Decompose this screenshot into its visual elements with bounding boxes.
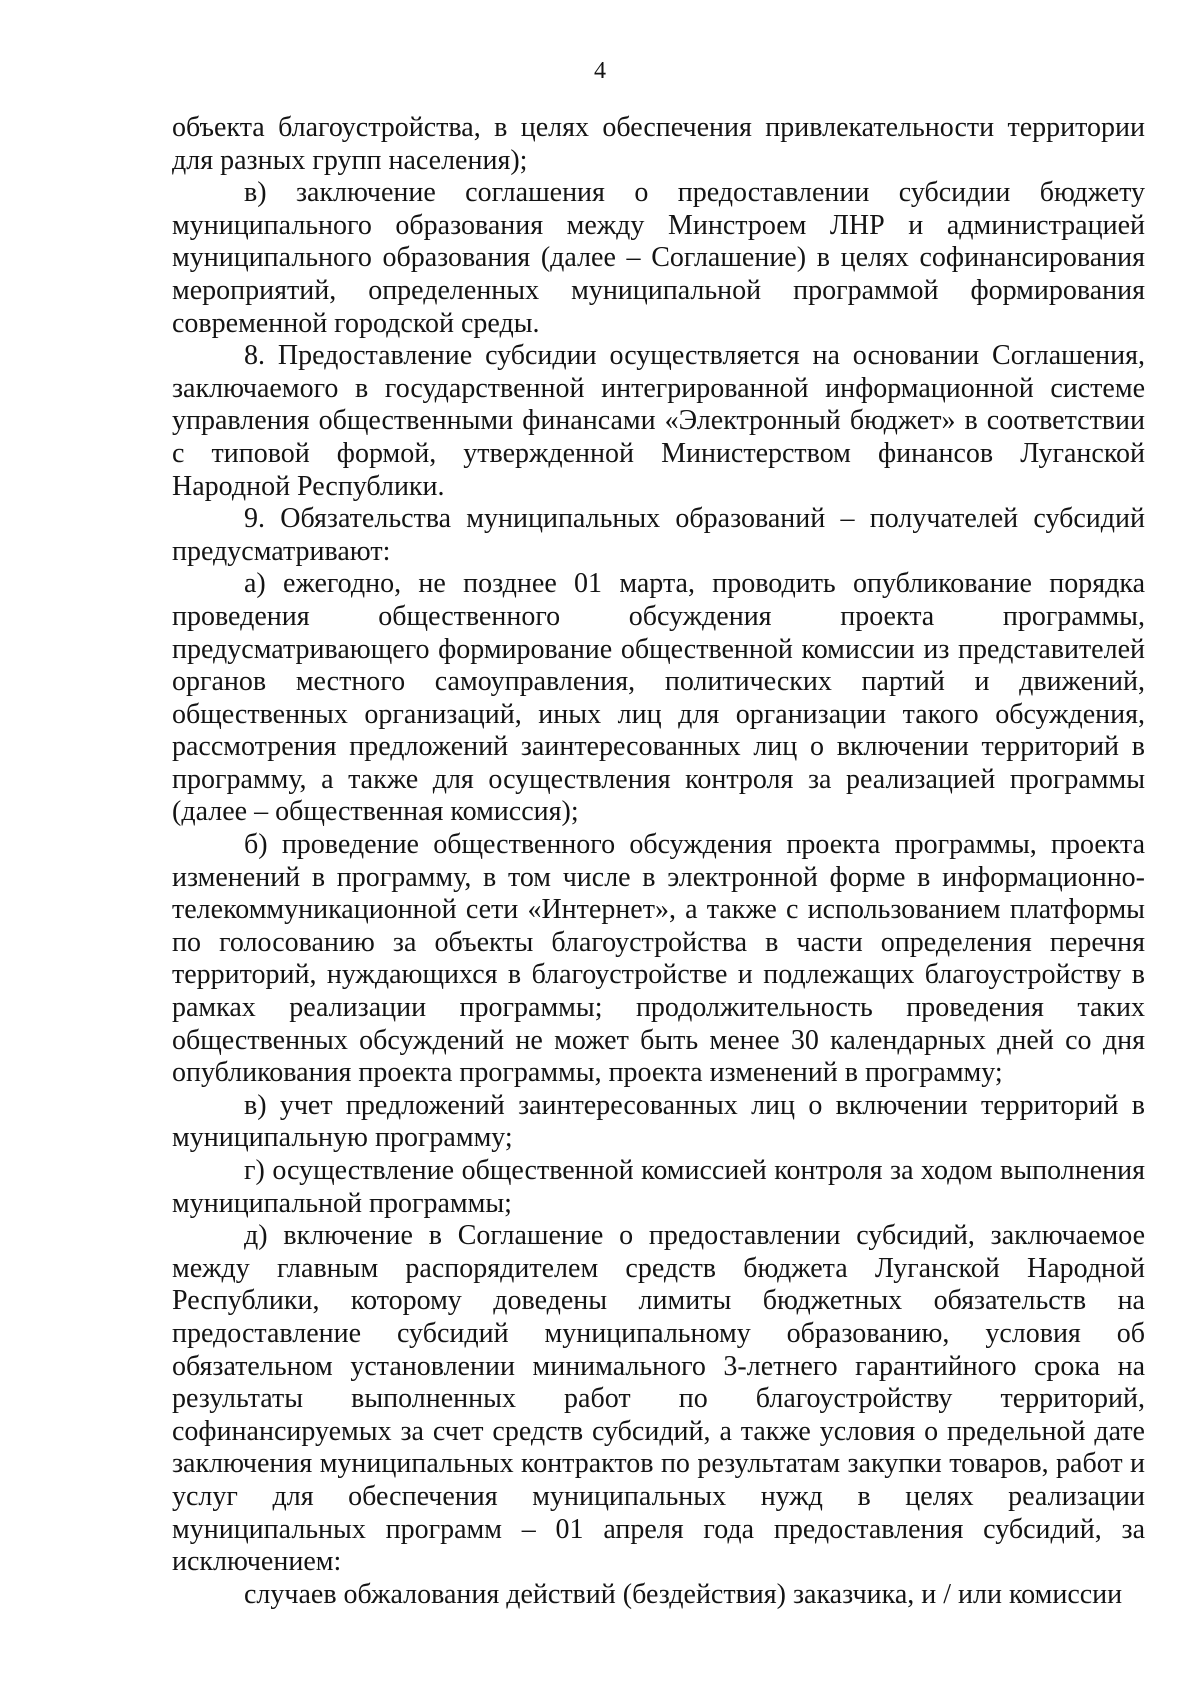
paragraph: 8. Предоставление субсидии осуществляется на основании Соглашения, заключаемого в государственной интегрированной информационной системе управления общественными финансами «Электронный бюджет» в соответствии с типовой формой, утвержденной Министерством финансов Луганской Народной Республики. <box>172 340 1145 502</box>
paragraph: в) заключение соглашения о предоставлении субсидии бюджету муниципального образования между Минстроем ЛНР и администрацией муниципального образования (далее – Соглашение) в целях софинансирования мероприятий, определенных муниципальной программой формирования современной городской среды. <box>172 177 1145 339</box>
paragraph: а) ежегодно, не позднее 01 марта, проводить опубликование порядка проведения общественного обсуждения проекта программы, предусматривающего формирование общественной комиссии из представителей органов местного самоуправления, политических партий и движений, общественных организаций, иных лиц для организации такого обсуждения, рассмотрения предложений заинтересованных лиц о включении территорий в программу, а также для осуществления контроля за реализацией программы (далее – общественная комиссия); <box>172 568 1145 828</box>
paragraph: д) включение в Соглашение о предоставлении субсидий, заключаемое между главным распорядителем средств бюджета Луганской Народной Республики, которому доведены лимиты бюджетных обязательств на предоставление субсидий муниципальному образованию, условия об обязательном установлении минимального 3-летнего гарантийного срока на результаты выполненных работ по благоустройству территорий, софинансируемых за счет средств субсидий, а также условия о предельной дате заключения муниципальных контрактов по результатам закупки товаров, работ и услуг для обеспечения муниципальных нужд в целях реализации муниципальных программ – 01 апреля года предоставления субсидий, за исключением: <box>172 1220 1145 1578</box>
paragraph: в) учет предложений заинтересованных лиц о включении территорий в муниципальную программу; <box>172 1089 1145 1154</box>
document-body <box>172 112 1145 1611</box>
paragraph: 9. Обязательства муниципальных образований – получателей субсидий предусматривают: <box>172 503 1145 567</box>
paragraph: г) осуществление общественной комиссией контроля за ходом выполнения муниципальной программы; <box>172 1155 1145 1219</box>
page-number: 4 <box>594 58 606 84</box>
paragraph: случаев обжалования действий (бездействия) заказчика, и / или комиссии <box>244 1578 1123 1610</box>
paragraph: б) проведение общественного обсуждения проекта программы, проекта изменений в программу, в том числе в электронной форме в информационно-телекоммуникационной сети «Интернет», а также с использованием платформы по голосованию за объекты благоустройства в части определения перечня территорий, нуждающихся в благоустройстве и подлежащих благоустройству в рамках реализации программы; продолжительность проведения таких общественных обсуждений не может быть менее 30 календарных дней со дня опубликования проекта программы, проекта изменений в программу; <box>172 829 1145 1089</box>
paragraph: объекта благоустройства, в целях обеспечения привлекательности территории для разных групп населения); <box>172 112 1145 176</box>
